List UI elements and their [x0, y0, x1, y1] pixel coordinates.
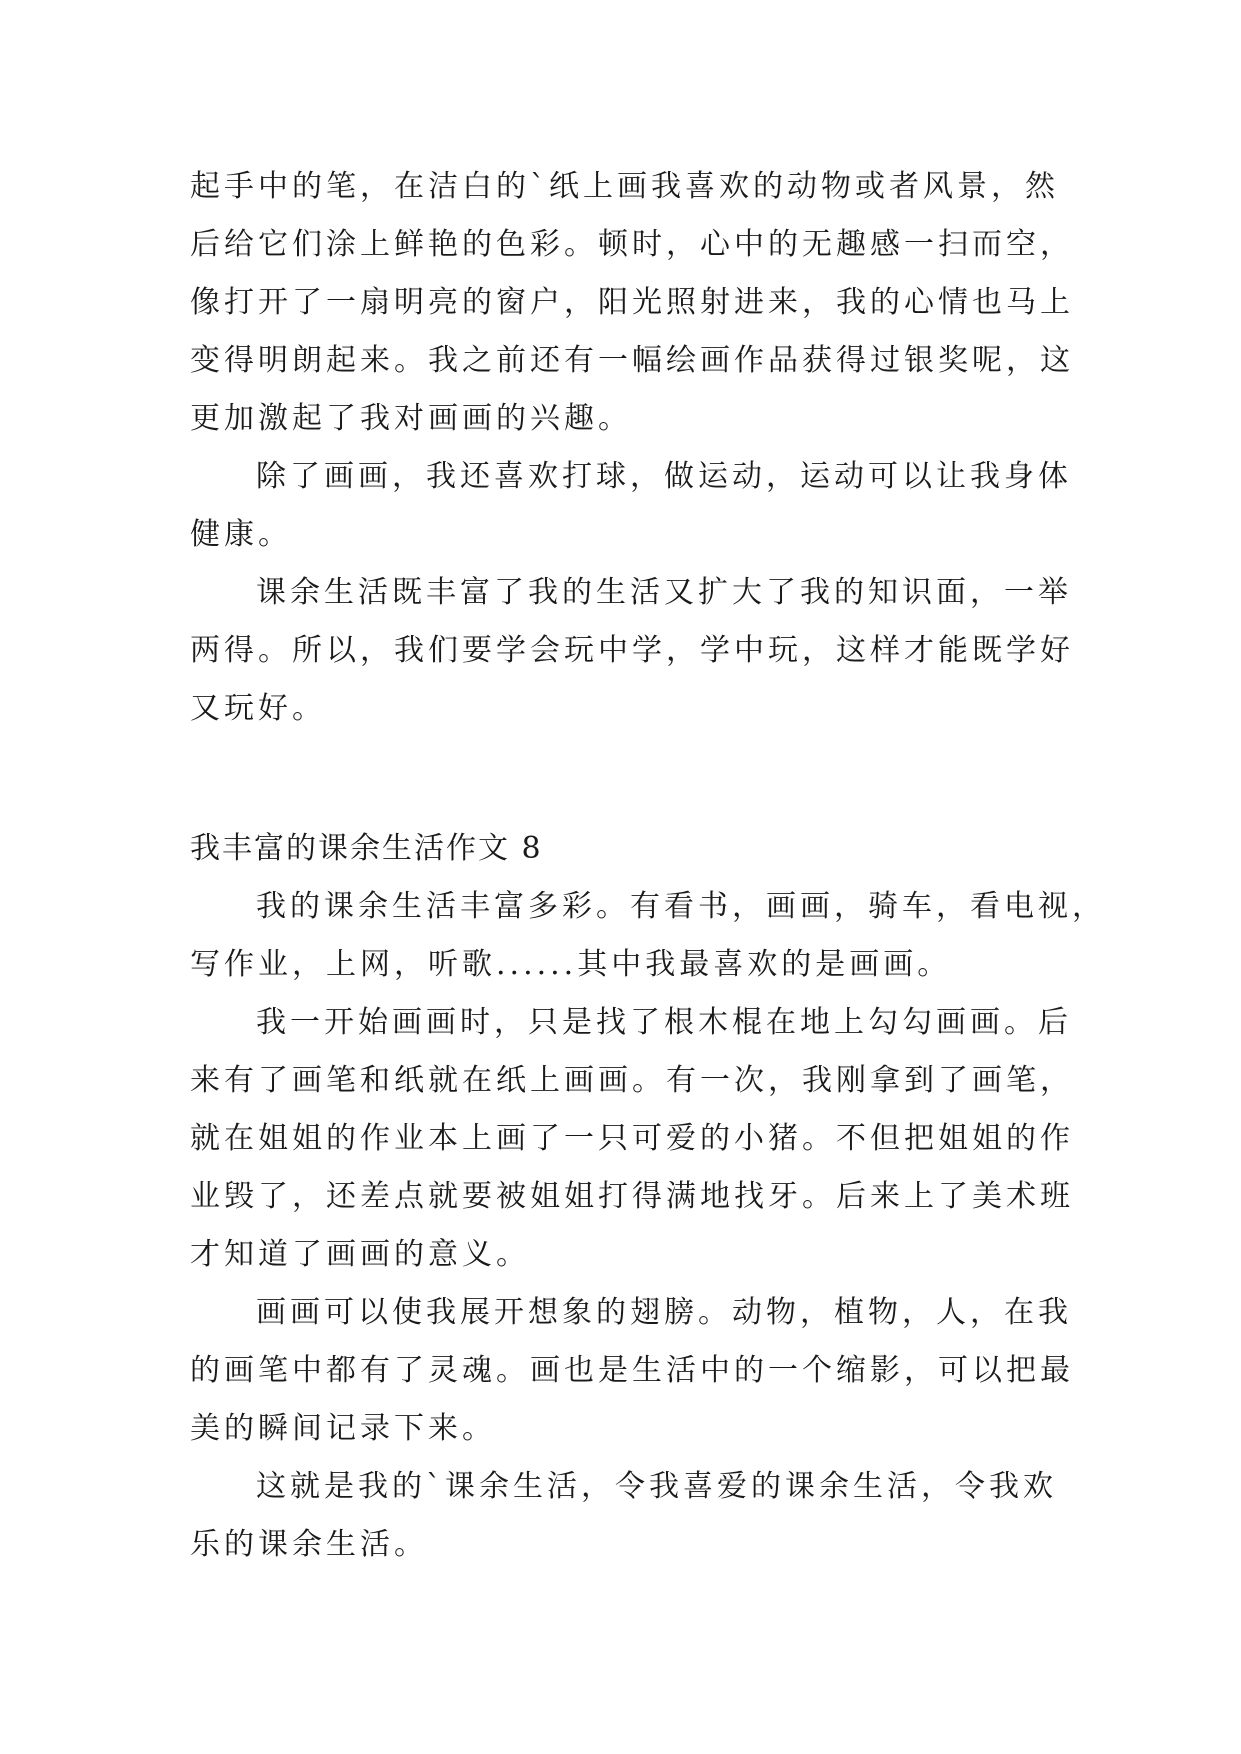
text-line: 乐的课余生活。	[190, 1527, 428, 1562]
text-line: 两得。所以，我们要学会玩中学，学中玩，这样才能既学好	[190, 633, 1074, 668]
text-line: 课余生活既丰富了我的生活又扩大了我的知识面，一举	[256, 575, 1072, 610]
text-line: 又玩好。	[190, 691, 326, 726]
text-line: 这就是我的`课余生活，令我喜爱的课余生活，令我欢	[256, 1469, 1057, 1504]
text-line: 来有了画笔和纸就在纸上画画。有一次，我刚拿到了画笔，	[190, 1063, 1074, 1098]
paragraph	[190, 1284, 1074, 1458]
essay-title: 我丰富的课余生活作文 8	[190, 831, 543, 866]
text-line: 的画笔中都有了灵魂。画也是生活中的一个缩影，可以把最	[190, 1353, 1074, 1388]
text-line: 就在姐姐的作业本上画了一只可爱的小猪。不但把姐姐的作	[190, 1121, 1074, 1156]
text-line: 起手中的笔，在洁白的`纸上画我喜欢的动物或者风景，然	[190, 169, 1059, 204]
paragraph	[190, 878, 1106, 994]
text-line: 画画可以使我展开想象的翅膀。动物，植物，人，在我	[256, 1295, 1072, 1330]
paragraph	[190, 158, 1074, 448]
document-body	[190, 158, 1106, 1574]
text-line: 除了画画，我还喜欢打球，做运动，运动可以让我身体	[256, 459, 1072, 494]
text-line: 写作业，上网，听歌......其中我最喜欢的是画画。	[190, 947, 952, 982]
text-line: 才知道了画画的意义。	[190, 1237, 530, 1272]
paragraph	[190, 1458, 1070, 1574]
text-line: 像打开了一扇明亮的窗户，阳光照射进来，我的心情也马上	[190, 285, 1074, 320]
text-line: 后给它们涂上鲜艳的色彩。顿时，心中的无趣感一扫而空，	[190, 227, 1074, 262]
paragraph	[190, 994, 1074, 1284]
text-line: 变得明朗起来。我之前还有一幅绘画作品获得过银奖呢，这	[190, 343, 1074, 378]
text-line: 健康。	[190, 517, 292, 552]
text-line: 美的瞬间记录下来。	[190, 1411, 496, 1446]
text-line: 更加激起了我对画画的兴趣。	[190, 401, 632, 436]
text-line: 我一开始画画时，只是找了根木棍在地上勾勾画画。后	[256, 1005, 1072, 1040]
paragraph	[190, 448, 1070, 564]
text-line: 业毁了，还差点就要被姐姐打得满地找牙。后来上了美术班	[190, 1179, 1074, 1214]
paragraph	[190, 564, 1074, 738]
section-spacer	[190, 738, 1070, 820]
text-line: 我的课余生活丰富多彩。有看书，画画，骑车，看电视，	[256, 889, 1106, 924]
